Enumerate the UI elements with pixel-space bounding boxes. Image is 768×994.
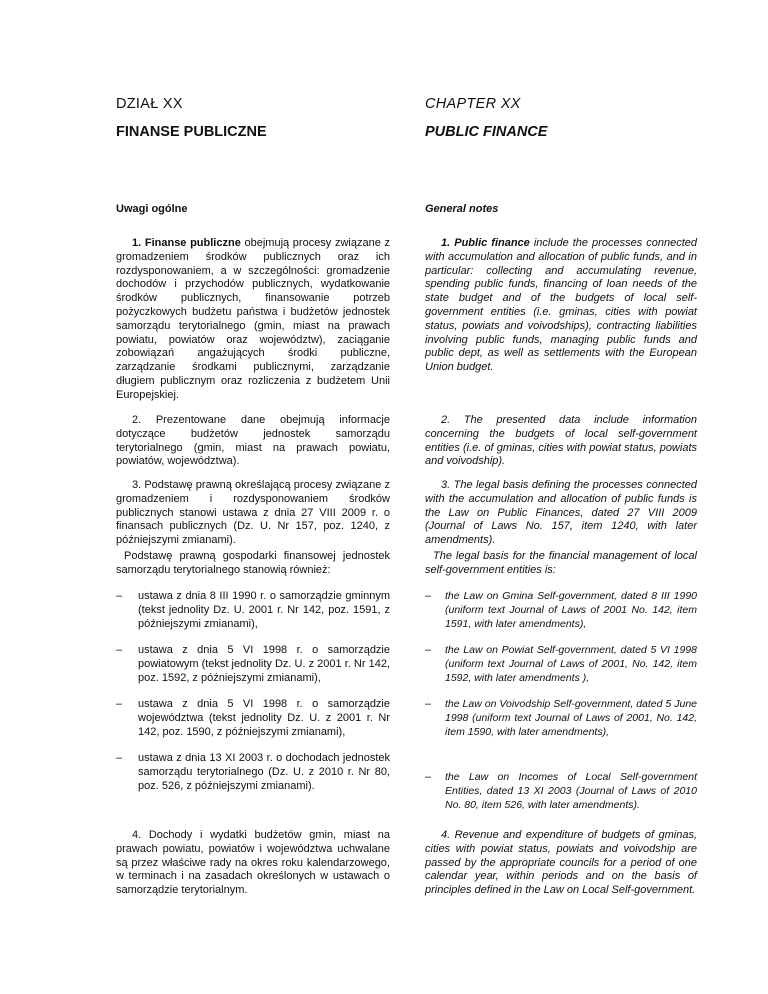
p3-text-en: 3. The legal basis defining the processes connected with the accumulation and allocation of public funds is the Law on Public Finances, dated 27 VIII 2009 (Journal of Laws No. 157, item 1240, with later amendments).: [425, 479, 697, 547]
list-dash: –: [425, 698, 432, 710]
list-item: [116, 698, 390, 739]
list-item: [116, 752, 390, 793]
list-item: [425, 698, 697, 739]
p1-text-en: include the processes connected with accumulation and allocation of public funds, and in particular: collecting and accumulating revenue, spending public funds, financing of loan needs of the state budget and of the budgets of local self-government entities (i.e. gminas, cities with powiat status, powiats and voivodships), contracting liabilities involving public funds, managing public funds and public dept, as well as settlements with the European Union budget.: [425, 237, 697, 374]
list-item: [116, 644, 390, 685]
paragraph-3b-pl: [116, 550, 390, 578]
list-item-text: ustawa z dnia 8 III 1990 r. o samorządzie gminnym (tekst jednolity Dz. U. 2001 r. Nr 142, poz. 1591, z późniejszymi zmianami),: [138, 590, 390, 630]
list-dash: –: [116, 698, 123, 710]
notes-heading-pl: Uwagi ogólne: [116, 203, 188, 215]
list-item-text: the Law on Incomes of Local Self-government Entities, dated 13 XI 2003 (Journal of Laws of 2010 No. 80, item 526, with later amendments).: [445, 771, 697, 811]
list-item-text: ustawa z dnia 5 VI 1998 r. o samorządzie województwa (tekst jednolity Dz. U. z 2001 r. Nr 142, poz. 1590, z późniejszymi zmianami),: [138, 698, 390, 738]
notes-heading-en: General notes: [425, 203, 499, 215]
p1-number-pl: 1.: [132, 237, 142, 249]
list-dash: –: [116, 590, 123, 602]
list-dash: –: [116, 644, 123, 656]
list-dash: –: [425, 771, 432, 783]
chapter-label-pl: DZIAŁ XX: [116, 96, 183, 112]
list-item-text: the Law on Gmina Self-government, dated 8 III 1990 (uniform text Journal of Laws of 2001 No. 142, item 1591, with later amendments),: [445, 590, 697, 630]
paragraph-1-pl: [116, 237, 390, 403]
list-item-text: the Law on Voivodship Self-government, dated 5 June 1998 (uniform text Journal of Laws of 2001, No. 142, item 1590, with later amendments),: [445, 698, 697, 738]
list-dash: –: [425, 590, 432, 602]
paragraph-2-en: [425, 414, 697, 469]
list-item-text: the Law on Powiat Self-government, dated 5 VI 1998 (uniform text Journal of Laws of 2001, No. 142, item 1592, with later amendments ),: [445, 644, 697, 684]
paragraph-1-en: [425, 237, 697, 375]
list-item: [425, 644, 697, 685]
list-item: [116, 590, 390, 631]
p1-term-en: Public finance: [454, 237, 530, 249]
p2-text-pl: 2. Prezentowane dane obejmują informacje dotyczące budżetów jednostek samorządu terytorialnego (gmin, miast na prawach powiatu, powiatów, województwa).: [116, 414, 390, 468]
list-item: [425, 590, 697, 631]
p2-text-en: 2. The presented data include information concerning the budgets of local self-government entities (i.e. of gminas, cities with powiat status, powiats and voivodship).: [425, 414, 697, 468]
paragraph-3b-en: [425, 550, 697, 578]
paragraph-3-en: [425, 479, 697, 548]
chapter-label-en: CHAPTER XX: [425, 96, 521, 112]
list-dash: –: [425, 644, 432, 656]
list-dash: –: [116, 752, 123, 764]
p4-text-en: 4. Revenue and expenditure of budgets of gminas, cities with powiat status, powiats and voivodship are passed by the appropriate councils for a period of one calendar year, within periods and on the basis of principles defined in the Law on Local Self-government.: [425, 829, 697, 897]
paragraph-4-pl: [116, 829, 390, 898]
p4-text-pl: 4. Dochody i wydatki budżetów gmin, miast na prawach powiatu, powiatów i województwa uchwalane są przez właściwe rady na okres roku kalendarzowego, w terminach i na zasadach określonych w ustawach o samorządzie terytorialnym.: [116, 829, 390, 897]
p1-term-pl: Finanse publiczne: [144, 237, 241, 249]
list-item: [425, 771, 697, 812]
p3b-text-pl: Podstawę prawną gospodarki finansowej jednostek samorządu terytorialnego stanowią również:: [116, 550, 390, 576]
chapter-title-en: PUBLIC FINANCE: [425, 124, 548, 140]
p1-text-pl: obejmują procesy związane z gromadzeniem środków publicznych oraz ich rozdysponowaniem, a w szczególności: gromadzenie dochodów i przychodów publicznych, wydatkowanie środków publicznych, finansowanie potrzeb pożyczkowych budżetu państwa i budżetów jednostek samorządu terytorialnego (gmin, miast na prawach powiatu, powiatów oraz województw), zaciąganie zobowiązań angażujących środki publiczne, zarządzanie środkami publicznymi, zarządzanie długiem publicznym oraz rozliczenia z budżetem Unii Europejskiej.: [116, 237, 390, 401]
paragraph-4-en: [425, 829, 697, 898]
paragraph-3-pl: [116, 479, 390, 548]
paragraph-2-pl: [116, 414, 390, 469]
chapter-title-pl: FINANSE PUBLICZNE: [116, 124, 267, 140]
p3-text-pl: 3. Podstawę prawną określającą procesy związane z gromadzeniem i rozdysponowaniem środków publicznych stanowi ustawa z dnia 27 VIII 2009 r. o finansach publicznych (Dz. U. Nr 157, poz. 1240, z późniejszymi zmianami).: [116, 479, 390, 547]
p1-number-en: 1.: [441, 237, 451, 249]
list-item-text: ustawa z dnia 5 VI 1998 r. o samorządzie powiatowym (tekst jednolity Dz. U. z 2001 r. Nr 142, poz. 1592, z późniejszymi zmianami),: [138, 644, 390, 684]
list-item-text: ustawa z dnia 13 XI 2003 r. o dochodach jednostek samorządu terytorialnego (Dz. U. z 2010 r. Nr 80, poz. 526, z późniejszymi zmianami).: [138, 752, 390, 792]
p3b-text-en: The legal basis for the financial management of local self-government entities is:: [425, 550, 697, 576]
